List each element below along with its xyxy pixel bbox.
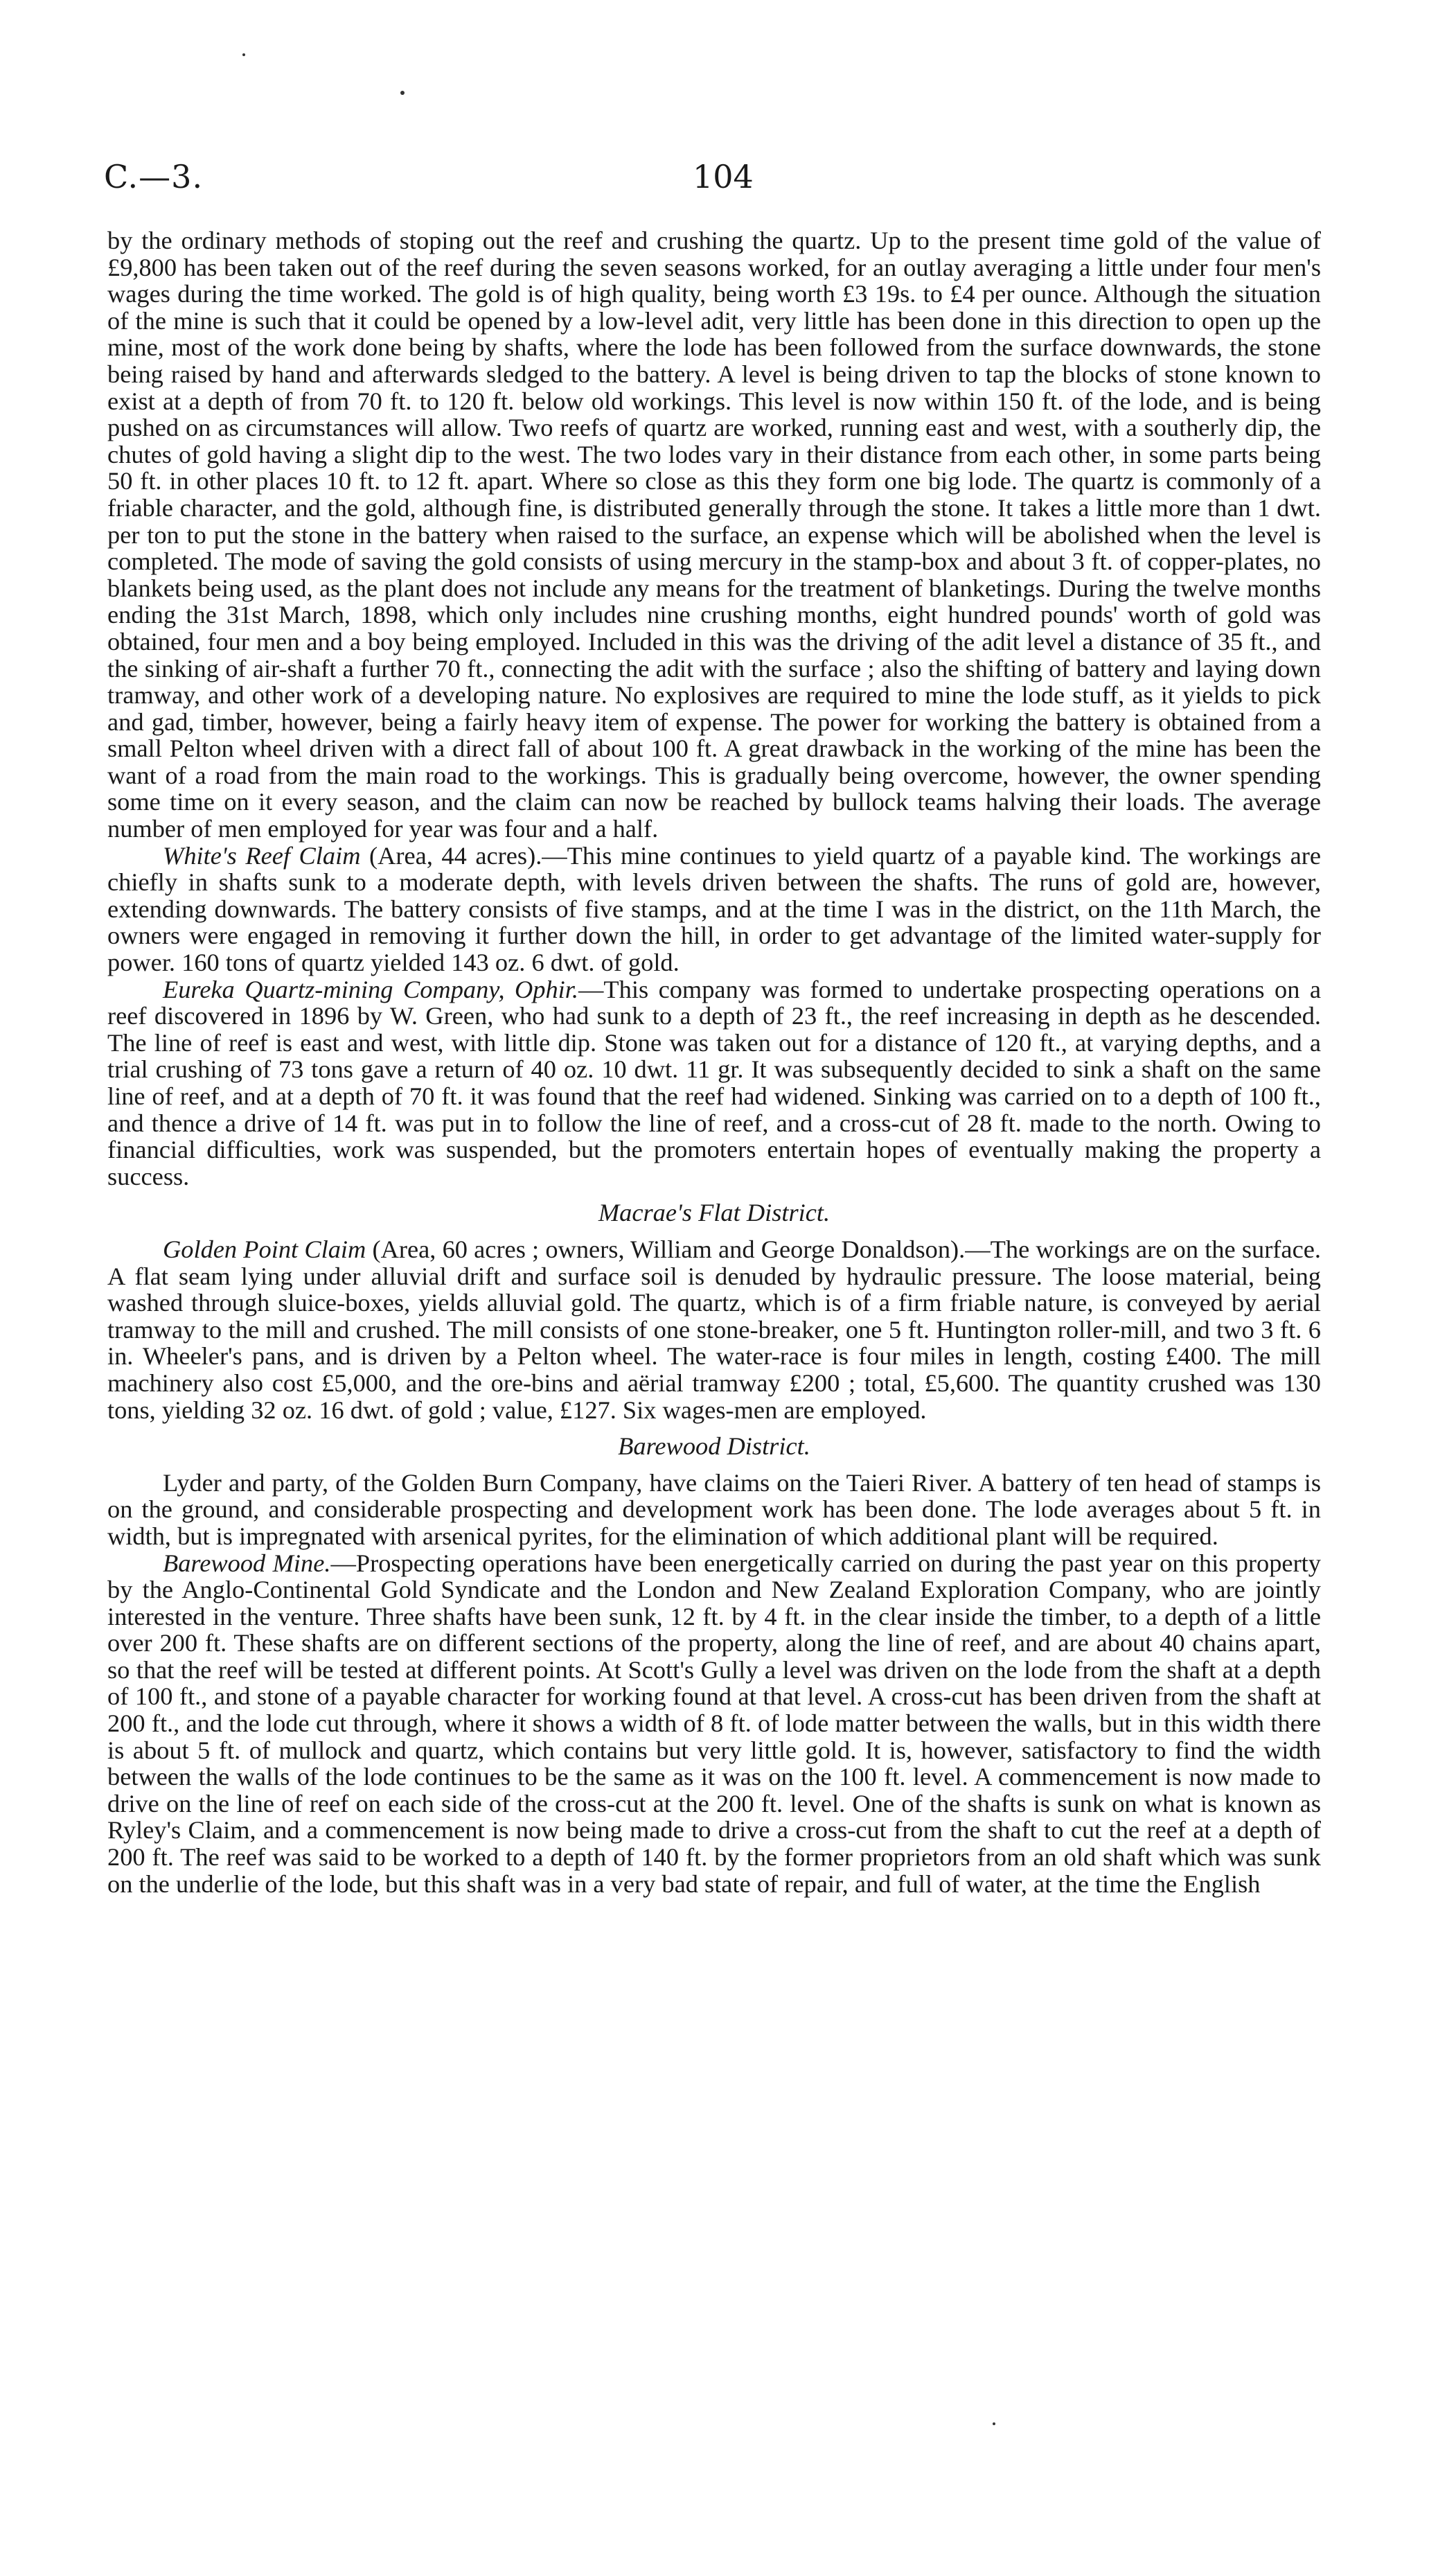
paragraph: Barewood Mine.—Prospecting operations have been energetically carried on during the past year on this property by the Anglo-Continental Gold Syndicate and the London and New Zealand Exploration Company, who are jointly interested in the venture. Three shafts have been sunk, 12 ft. by 4 ft. in the clear inside the timber, to a depth of a little over 200 ft. These shafts are on different sections of the property, along the line of reef, and are about 40 chains apart, so that the reef will be tested at different points. At Scott's Gully a level was driven on the lode from the shaft at a depth of 100 ft., and stone of a payable character for working found at that level. A cross-cut has been driven from the shaft at 200 ft., and the lode cut through, where it shows a width of 8 ft. of lode matter between the walls, but in this width there is about 5 ft. of mullock and quartz, which contains but very little gold. It is, however, satisfactory to find the width between the walls of the lode continues to be the same as it was on the 100 ft. level. A commencement is now made to drive on the line of reef on each side of the cross-cut at the 200 ft. level. One of the shafts is sunk on what is known as Ryley's Claim, and a commencement is now being made to drive a cross-cut from the shaft to cut the reef at a depth of 200 ft. The reef was said to be worked to a depth of 140 ft. by the former proprietors from an old shaft which was sunk on the underlie of the lode, but this shaft was in a very bad state of repair, and full of water, at the time the English [107,1549,1321,1898]
paragraph-lead: Eureka Quartz-mining Company, Ophir. [163,975,579,1003]
paragraph-lead: Barewood Mine. [163,1549,331,1577]
paragraph: Lyder and party, of the Golden Burn Company, have claims on the Taieri River. A battery of ten head of stamps is on the ground, and considerable prospecting and development work has been done. The lode averages about 5 ft. in width, but is impregnated with arsenical pyrites, for the elimination of which additional plant will be required. [107,1468,1321,1550]
paragraph-lead: White's Reef Claim [163,841,361,870]
paragraph: Eureka Quartz-mining Company, Ophir.—This company was formed to undertake prospecting operations on a reef discovered in 1896 by W. Green, who had sunk to a depth of 23 ft., the reef increasing in depth as he descended. The line of reef is east and west, with little dip. Stone was taken out for a distance of 120 ft., at varying depths, and a trial crushing of 73 tons gave a return of 40 oz. 10 dwt. 11 gr. It was subsequently decided to sink a shaft on the same line of reef, and at a depth of 70 ft. it was found that the reef had widened. Sinking was carried on to a depth of 100 ft., and thence a drive of 14 ft. was put in to follow the line of reef, and a cross-cut of 28 ft. made to the north. Owing to financial difficulties, work was suspended, but the promoters entertain hopes of eventually making the property a success. [107,975,1322,1190]
paper-speck [242,53,245,56]
paragraph: by the ordinary methods of stoping out the reef and crushing the quartz. Up to the present time gold of the value of £9,800 has been taken out of the reef during the seven seasons worked, for an outlay averaging a little under four men's wages during the time worked. The gold is of high quality, being worth £3 19s. to £4 per ounce. Although the situation of the mine is such that it could be opened by a low-level adit, very little has been done in this direction to open up the mine, most of the work done being by shafts, where the lode has been followed from the surface downwards, the stone being raised by hand and afterwards sledged to the battery. A level is being driven to tap the blocks of stone known to exist at a depth of from 70 ft. to 120 ft. below old workings. This level is now within 150 ft. of the lode, and is being pushed on as circumstances will allow. Two reefs of quartz are worked, running east and west, with a southerly dip, the chutes of gold having a slight dip to the west. The two lodes vary in their distance from each other, in some parts being 50 ft. in other places 10 ft. to 12 ft. apart. Where so close as this they form one big lode. The quartz is commonly of a friable character, and the gold, although fine, is distributed generally through the stone. It takes a little more than 1 dwt. per ton to put the stone in the battery when raised to the surface, an expense which will be abolished when the level is completed. The mode of saving the gold consists of using mercury in the stamp-box and about 3 ft. of copper-plates, no blankets being used, as the plant does not include any means for the treatment of blanketings. During the twelve months ending the 31st March, 1898, which only includes nine crushing months, eight hundred pounds' worth of gold was obtained, four men and a boy being employed. Included in this was the driving of the adit level a distance of 35 ft., and the sinking of air-shaft a further 70 ft., connecting the adit with the surface ; also the shifting of battery and laying down tramway, and other work of a developing nature. No explosives are required to mine the lode stuff, as it yields to pick and gad, timber, however, being a fairly heavy item of expense. The power for working the battery is obtained from a small Pelton wheel driven with a direct fall of about 100 ft. A great drawback in the working of the mine has been the want of a road from the main road to the workings. This is gradually being overcome, however, the owner spending some time on it every season, and the claim can now be reached by bullock teams halving their loads. The average number of men employed for year was four and a half. [107,227,1321,843]
page-body [107,227,1321,1897]
paragraph: White's Reef Claim (Area, 44 acres).—This mine continues to yield quartz of a payable kind. The workings are chiefly in shafts sunk to a moderate depth, with levels driven between the shafts. The runs of gold are, however, extending downwards. The battery consists of five stamps, and at the time I was in the district, on the 11th March, the owners were engaged in removing it further down the hill, in order to get advantage of the limited water-supply for power. 160 tons of quartz yielded 143 oz. 6 dwt. of gold. [107,841,1321,977]
document-reference: C.—3. [104,158,204,195]
paper-speck [993,2422,995,2425]
section-heading: Macrae's Flat District. [598,1199,831,1227]
section-heading: Barewood District. [618,1432,810,1461]
paragraph-lead: Golden Point Claim [163,1235,366,1263]
paper-speck [400,91,405,95]
paragraph: Golden Point Claim (Area, 60 acres ; owners, William and George Donaldson).—The workings are on the surface. A flat seam lying under alluvial drift and surface soil is denuded by hydraulic pressure. The loose material, being washed through sluice-boxes, yields alluvial gold. The quartz, which is of a firm friable nature, is conveyed by aerial tramway to the mill and crushed. The mill consists of one stone-breaker, one 5 ft. Huntington roller-mill, and two 3 ft. 6 in. Wheeler's pans, and is driven by a Pelton wheel. The water-race is four miles in length, costing £400. The mill machinery also cost £5,000, and the ore-bins and aërial tramway £200 ; total, £5,600. The quantity crushed was 130 tons, yielding 32 oz. 16 dwt. of gold ; value, £127. Six wages-men are employed. [107,1235,1321,1424]
page-number: 104 [693,158,754,195]
